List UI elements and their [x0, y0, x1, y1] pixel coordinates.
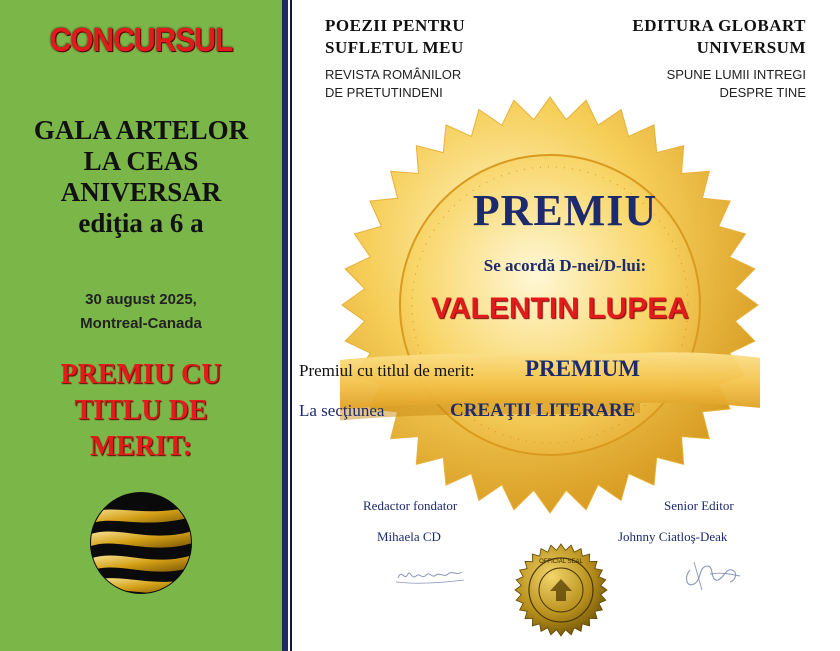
gala-title: [0, 115, 282, 239]
founder-role: Redactor fondator: [363, 498, 458, 513]
award-title: PREMIU: [472, 186, 658, 235]
magazine-title-line: POEZII PENTRU: [325, 16, 466, 35]
merit-heading: [0, 357, 282, 465]
section-label: La secţiunea: [299, 401, 385, 420]
publisher-subtitle-line: SPUNE LUMII INTREGI: [666, 67, 806, 82]
gala-line: GALA ARTELOR: [33, 115, 249, 145]
magazine-subtitle-line: DE PRETUTINDENI: [325, 85, 443, 100]
publisher-title-line: UNIVERSUM: [696, 38, 806, 57]
striped-orb-emblem: [89, 491, 193, 595]
publisher-title-line: EDITURA GLOBART: [632, 16, 806, 35]
section-value: CREAŢII LITERARE: [450, 400, 636, 421]
publisher-subtitle-line: DESPRE TINE: [719, 85, 806, 100]
place-line: Montreal-Canada: [80, 315, 202, 332]
editor-name: Johnny Ciatloş-Deak: [618, 529, 728, 544]
publisher-title: [632, 15, 806, 59]
magazine-subtitle-line: REVISTA ROMÂNILOR: [325, 67, 462, 82]
gala-line: ANIVERSAR: [60, 177, 222, 207]
divider-bar: [282, 0, 288, 651]
seal-caption: OFFICIAL SEAL: [539, 559, 583, 565]
merit-line: MERIT:: [89, 431, 193, 462]
date-line: 30 august 2025,: [85, 291, 197, 308]
granted-to-label: Se acordă D-nei/D-lui:: [483, 256, 647, 275]
founder-name: Mihaela CD: [377, 529, 441, 544]
merit-label: Premiul cu titlul de merit:: [299, 361, 475, 380]
recipient-name: VALENTIN LUPEA: [431, 292, 689, 325]
founder-signature: [392, 560, 472, 590]
editor-signature: [680, 556, 744, 594]
editor-role: Senior Editor: [664, 498, 734, 513]
merit-line: TITLU DE: [74, 395, 208, 426]
magazine-title: [325, 15, 465, 59]
gala-line: LA CEAS: [83, 146, 199, 176]
contest-heading: CONCURSUL: [49, 22, 233, 59]
official-gold-seal: [514, 543, 608, 637]
edition-line: ediţia a 6 a: [78, 208, 204, 238]
event-date: [0, 288, 282, 336]
merit-value: PREMIUM: [525, 356, 640, 381]
merit-line: PREMIU CU: [60, 359, 222, 390]
magazine-title-line: SUFLETUL MEU: [325, 38, 464, 57]
